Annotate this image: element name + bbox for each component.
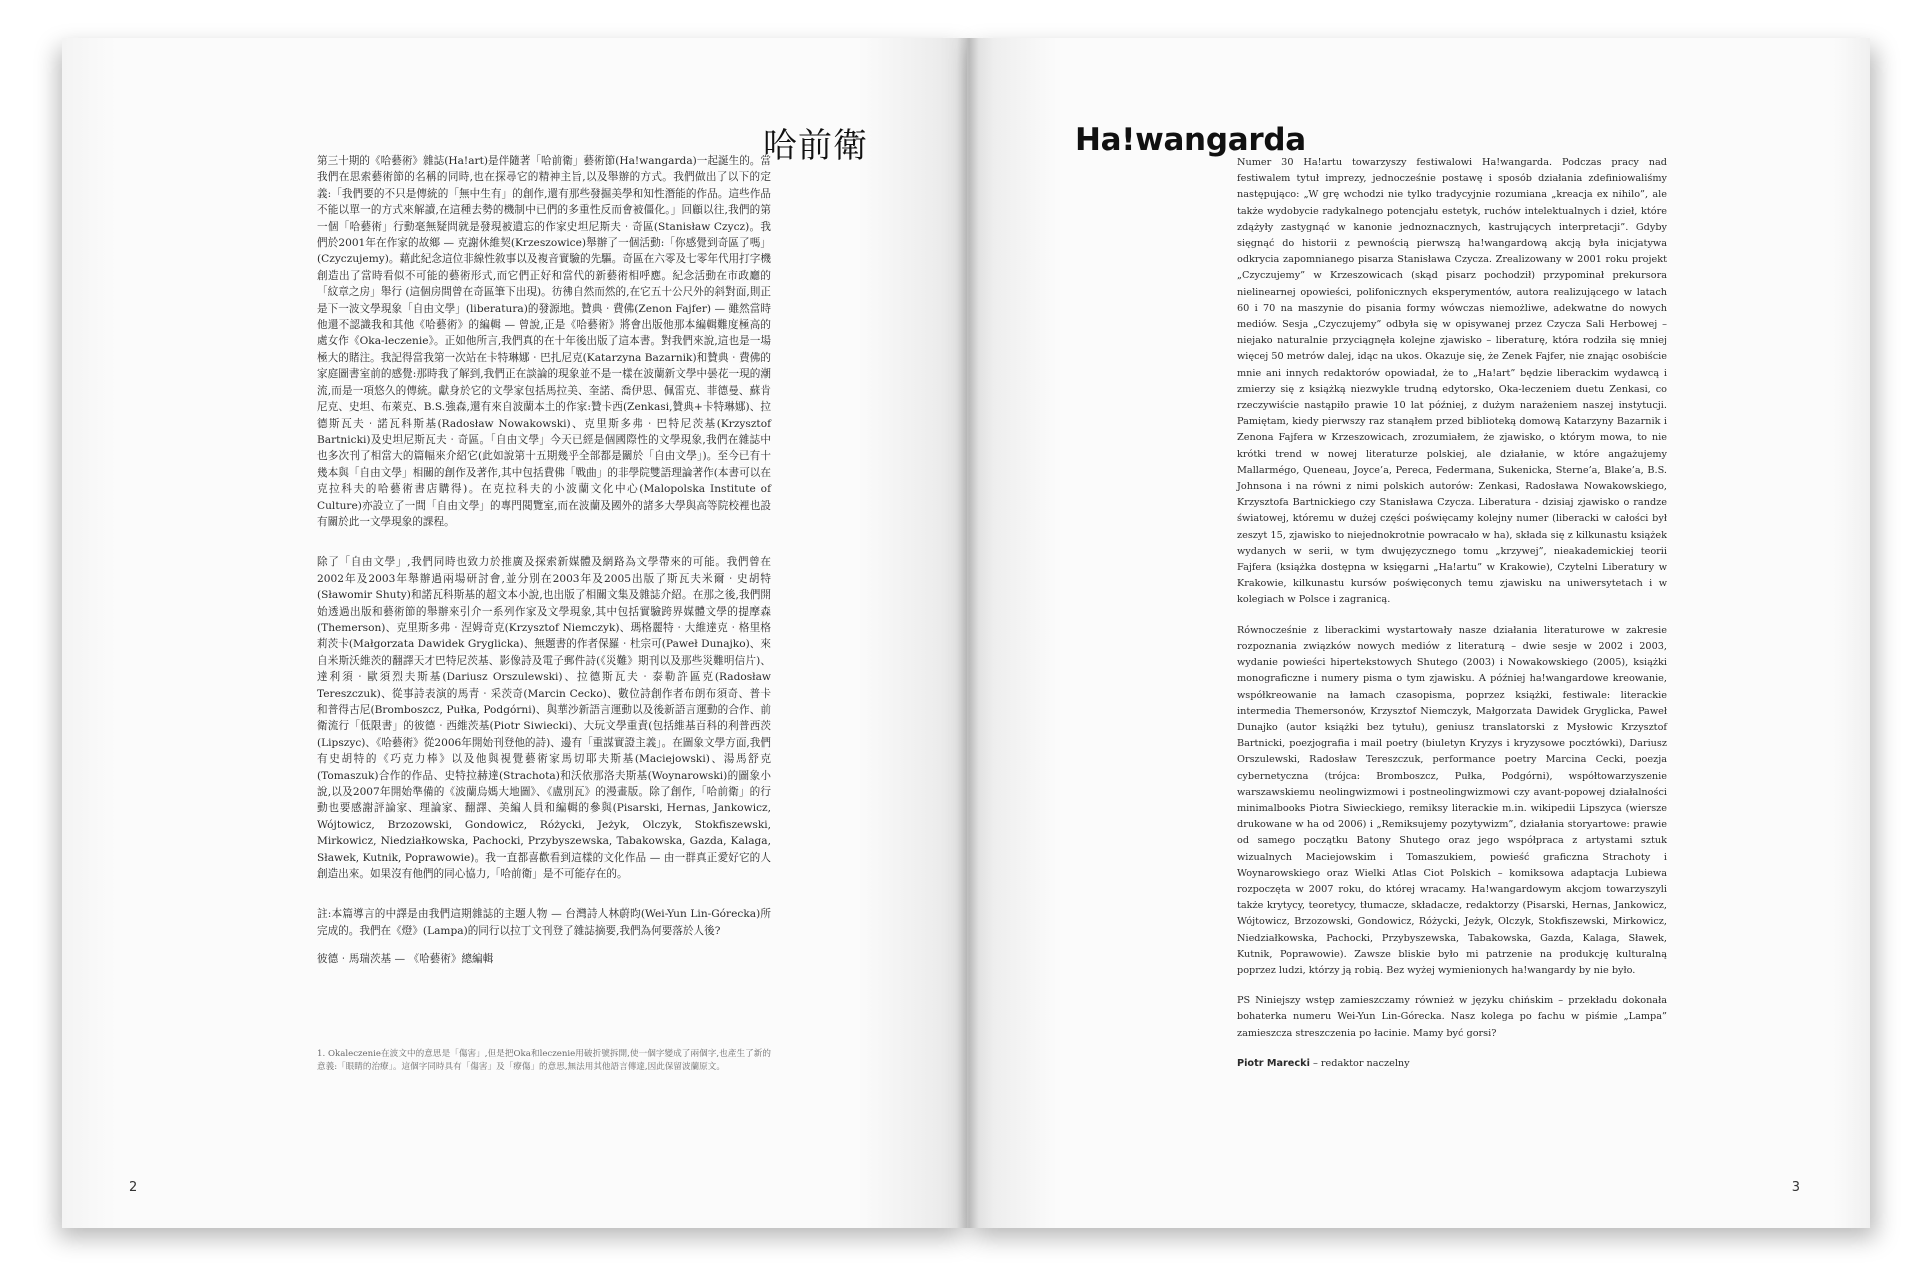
chinese-body-text xyxy=(317,153,771,980)
left-page xyxy=(62,38,967,1228)
open-magazine-spread xyxy=(62,38,1870,1228)
author-role: – redaktor naczelny xyxy=(1309,1057,1410,1069)
chinese-paragraph-1: 第三十期的《哈藝術》雜誌(Ha!art)是伴隨著「哈前衛」藝術節(Ha!wangarda)一起誕生的。當我們在思索藝術節的名稱的同時,也在探尋它的精神主旨,以及舉辦的方式。我們做出了以下的定義:「我們要的不只是傳統的「無中生有」的創作,還有那些發掘美學和知性潛能的作品。這些作品不能以單一的方式來解讀,在這種去勢的機制中已們的多重性反而會被僵化。」回顧以往,我們的第一個「哈藝術」行動毫無疑問就是發現被遺忘的作家史坦尼斯夫‧奇區(Stanisław Czycz)。我們於2001年在作家的故鄉 — 克謝休維契(Krzeszowice)舉辦了一個活動:「你感覺到奇區了嗎」(Czyczujemy)。藉此紀念這位非線性敘事以及複音實驗的先驅。奇區在六零及七零年代用打字機創造出了當時看似不可能的藝術形式,而它們正好和當代的新藝術相呼應。紀念活動在市政廳的「紋章之房」舉行 (這個房間曾在奇區筆下出現)。彷彿自然而然的,在它五十公尺外的斜對面,則正是下一波文學現象「自由文學」(liberatura)的發源地。贊典‧費佛(Zenon Fajfer) — 雖然當時他還不認識我和其他《哈藝術》的編輯 — 曾說,正是《哈藝術》將會出版他那本編輯難度極高的處女作《Oka-leczenie》。正如他所言,我們真的在十年後出版了這本書。對我們來說,這也是一場極大的賭注。我記得當我第一次站在卡特琳娜‧巴扎尼克(Katarzyna Bazarnik)和贊典‧費佛的家庭圖書室前的感覺:那時我了解到,我們正在談論的現象並不是一樣在波蘭新文學中曇花一現的潮流,而是一項悠久的傳統。獻身於它的文學家包括馬拉美、奎諾、喬伊思、佩雷克、菲德曼、蘇肯尼克、史坦、布萊克、B.S.強森,還有來自波蘭本土的作家:贊卡西(Zenkasi,贊典+卡特琳娜)、拉德斯瓦夫‧諾瓦科斯基(Radosław Nowakowski)、克里斯多弗‧巴特尼茨基(Krzysztof Bartnicki)及史坦尼斯瓦夫‧奇區。「自由文學」今天已經是個國際性的文學現象,我們在雜誌中也多次刊了相當大的篇幅來介紹它(此如說第十五期幾乎全部都是關於「自由文學」)。至今已有十幾本與「自由文學」相關的創作及著作,其中包括費佛「戰曲」的非學院雙語理論著作(本書可以在克拉科夫的哈藝術書店購得)。在克拉科夫的小波蘭文化中心(Malopolska Institute of Culture)亦設立了一間「自由文學」的專門閱覽室,而在波蘭及國外的諸多大學與高等院校裡也設有關於此一文學現象的課程。 xyxy=(317,155,771,528)
polish-paragraph-1: Numer 30 Ha!artu towarzyszy festiwalowi Ha!wangarda. Podczas pracy nad festiwalem tytuł imprezy, jednocześnie postawę i sposób działania zdefiniowaliśmy następująco: „W grę wchodzi nie tylko tradycyjnie rozumiana „kreacja ex nihilo”, ale także wydobycie radykalnego potencjału estetyk, ruchów intelektualnych i dzieł, które zdążyły zastygnąć w kanonie jednoznacznych, kastrujących interpretacji”. Gdyby sięgnąć do historii z pewnością pierwszą ha!wangardową akcją była inicjatywa odkrycia zapomnianego pisarza Stanisława Czycza. Zrealizowany w 2001 roku projekt „Czyczujemy” w Krzeszowicach (skąd pisarz pochodził) przypominał prekursora nielinearnej opowieści, polifonicznych eksperymentów, autora realizującego w latach 60 i 70 na maszynie do pisania formy wówczas niemożliwe, adekwatne do nowych mediów. Sesja „Czyczujemy” odbyła się w opisywanej przez Czycza Sali Herbowej – niejako naturalnie przyciągnęła kolejne zjawisko – liberaturę, która rodziła się mniej więcej 50 metrów dalej, idąc na ukos. Okazuje się, że Zenek Fajfer, nie znając osobiście mnie ani innych redaktorów opowiadał, że to „Ha!art” będzie liberackim wydawcą i zmierzy się z książką niezwykle trudną edytorsko, Oka-leczeniem duetu Zenkasi, co rzeczywiście nastąpiło prawie 10 lat później, z dużym narażeniem naszej instytucji. Pamiętam, kiedy pierwszy raz stanąłem przed biblioteką domową Katarzyny Bazarnik i Zenona Fajfera w Krzeszowicach, zrozumiałem, że zjawisko, o którym mowa, to nie krótki trend w nowej literaturze polskiej, ale działanie, w które angażujemy Mallarmégo, Queneau, Joyce’a, Pereca, Federmana, Sukenicka, Sterne’a, Blake’a, B.S. Johnsona i na równi z nimi polskich autorów: Zenkasi, Radosława Nowakowskiego, Krzysztofa Bartnickiego czy Stanisława Czycza. Liberatura - dzisiaj zjawisko o randze światowej, któremu w dużej części poświęcamy kolejny numer (liberacki w całości był zeszyt 15, zjawisko to niejednokrotnie powracało w ha), składa się z kilkunastu książek wydanych w serii, w tym dwujęzycznego tomu „krzywej”, nieakademickiej teorii Fajfera (książka dostępna w księgarni „Ha!artu” w Krakowie), Czytelni Liberatury w Krakowie, kilkunastu kursów poświęconych temu zjawisku na uniwersytetach i w kolegiach w Polsce i zagranicą. xyxy=(1237,157,1667,606)
editor-signature-polish xyxy=(1237,1056,1667,1072)
polish-page-title: Ha!wangarda xyxy=(1075,122,1306,158)
page-number-left: 2 xyxy=(129,1180,138,1195)
editor-signature-chinese: 彼德‧馬瑞茨基 — 《哈藝術》總編輯 xyxy=(317,953,494,966)
chinese-page-title: 哈前衛 xyxy=(763,126,868,166)
right-page xyxy=(967,38,1870,1228)
spine-gutter-shadow xyxy=(957,38,979,1228)
author-name: Piotr Marecki xyxy=(1237,1057,1310,1069)
polish-body-text xyxy=(1237,155,1667,1072)
polish-paragraph-2: Równocześnie z liberackimi wystartowały nasze działania literaturowe w zakresie rozpoznania związków nowych mediów z literaturą – dwie sesje w 2002 i 2003, wydanie powieści hipertekstowych Shutego (2003) i Nowakowskiego (2005), książki monograficzne i numery pisma o tym zjawisku. A później ha!wangardowe kreowanie, współkreowanie na łamach czasopisma, poprzez książki, festiwale: literackie intermedia Themersonów, Krzysztof Niemczyk, Małgorzata Dawidek Gryglicka, Paweł Dunajko (autor książki bez tytułu), geniusz translatorski z Mysłowic Krzysztof Bartnicki, poezjografia i mail poetry (biuletyn Kryzys i kryzysowe pocztówki), Dariusz Orszulewski, Radosław Tereszczuk, performance poetry Marcina Cecki, poezja cybernetyczna (trójca: Bromboszcz, Pułka, Podgórni), współtowarzyszenie warszawskiemu neolingwizmowi i postneolingwizmowi czy avant-popowej działalności minimalbooks Piotra Siwieckiego, remiksy literackie m.in. wikipedii Lipszyca (wiersze drukowane w ha od 2006) i „Remiksujemy pozytywizm”, działania storyartowe: prawie od samego początku Batony Shutego oraz jego współpraca z artystami sztuk wizualnych Maciejowskim i Tomaszukiem, powieść graficzna Strachoty i Woynarowskiego oraz Wielki Atlas Ciot Polskich – komiksowa adaptacja Lubiewa rozpoczęta w 2007 roku, do której wracamy. Ha!wangardowym akcjom towarzyszyli także krytycy, teoretycy, tłumacze, składacze, redaktorzy (Pisarski, Hernas, Jankowicz, Wójtowicz, Brzozowski, Gondowicz, Różycki, Jeżyk, Olczyk, Stokfiszewski, Mirkowicz, Niedziałkowska, Pachocki, Przybyszewska, Tabakowska, Gazda, Kalaga, Sławek, Kutnik, Poprawowie). Zawsze bliskie było mi patrzenie na produkcję kulturalną poprzez ludzi, którzy ją robią. Bez wyżej wymienionych ha!wangardy by nie było. xyxy=(1237,624,1667,976)
page-number-right: 3 xyxy=(1791,1180,1800,1195)
polish-postscript: PS Niniejszy wstęp zamieszczamy również w języku chińskim – przekładu dokonała bohaterka numeru Wei-Yun Lin-Górecka. Nasz kolega po fachu w piśmie „Lampa” zamieszcza streszczenia po łacinie. Mamy być gorsi? xyxy=(1237,995,1667,1039)
translation-note: 註:本篇導言的中譯是由我們這期雜誌的主題人物 — 台灣詩人林蔚昀(Wei-Yun Lin-Górecka)所完成的。我們在《燈》(Lampa)的同行以拉丁文刊登了雜誌摘要,我們為何要落於人後? xyxy=(317,908,771,937)
footnote: 1. Okaleczenie在波文中的意思是「傷害」,但是把Oka和leczenie用破折號拆開,使一個字變成了兩個字,也產生了新的意義:「眼睛的治療」。這個字同時具有「傷害」及「療傷」的意思,無法用其他語言傳達,因此保留波蘭原文。 xyxy=(317,1049,771,1072)
chinese-paragraph-2: 除了「自由文學」,我們同時也致力於推廣及探索新媒體及網路為文學帶來的可能。我們曾在2002年及2003年舉辦過兩場研討會,並分別在2003年及2005出版了斯瓦夫米爾‧史胡特(Sławomir Shuty)和諾瓦科斯基的超文本小說,也出版了相關文集及雜誌介紹。在那之後,我們開始透過出版和藝術節的舉辦來引介一系列作家及文學現象,其中包括實驗跨界媒體文學的提摩森(Themerson)、克里斯多弗‧涅姆奇克(Krzysztof Niemczyk)、瑪格麗特‧大維達克‧格里格莉茨卡(Małgorzata Dawidek Gryglicka)、無題書的作者保羅‧杜宗可(Paweł Dunajko)、來自米斯沃維茨的翻譯天才巴特尼茨基、影像詩及電子郵件詩(《災難》期刊以及那些災難明信片)、達利須‧歐須烈夫斯基(Dariusz Orszulewski)、拉德斯瓦夫‧泰勒許區克(Radosław Tereszczuk)、從事詩表演的馬青‧采茨奇(Marcin Cecko)、數位詩創作者布朗布須奇、普卡和普得古尼(Bromboszcz, Pułka, Podgórni)、與華沙新語言運動以及後新語言運動的合作、前衛流行「低限書」的彼德‧西維茨基(Piotr Siwiecki)、大玩文學重責(包括維基百科的利普西茨(Lipszyc)、《哈藝術》從2006年開始刊登他的詩)、邊有「重謀實證主義」。在圖象文學方面,我們有史胡特的《巧克力棒》以及他與視覺藝術家馬切耶夫斯基(Maciejowski)、湯馬舒克(Tomaszuk)合作的作品、史特拉赫達(Strachota)和沃依那洛夫斯基(Woynarowski)的圖象小說,以及2007年開始準備的《波蘭烏媽大地圖》、《盧別瓦》的漫畫版。除了創作,「哈前衛」的行動也要感謝評論家、理論家、翻譯、美編人員和編輯的參與(Pisarski, Hernas, Jankowicz, Wójtowicz, Brzozowski, Gondowicz, Różycki, Jeżyk, Olczyk, Stokfiszewski, Mirkowicz, Niedziałkowska, Pachocki, Przybyszewska, Tabakowska, Gazda, Kalaga, Sławek, Kutnik, Poprawowie)。我一直都喜歡看到這樣的文化作品 — 由一群真正愛好它的人創造出來。如果沒有他們的同心協力,「哈前衛」是不可能存在的。 xyxy=(317,556,771,881)
